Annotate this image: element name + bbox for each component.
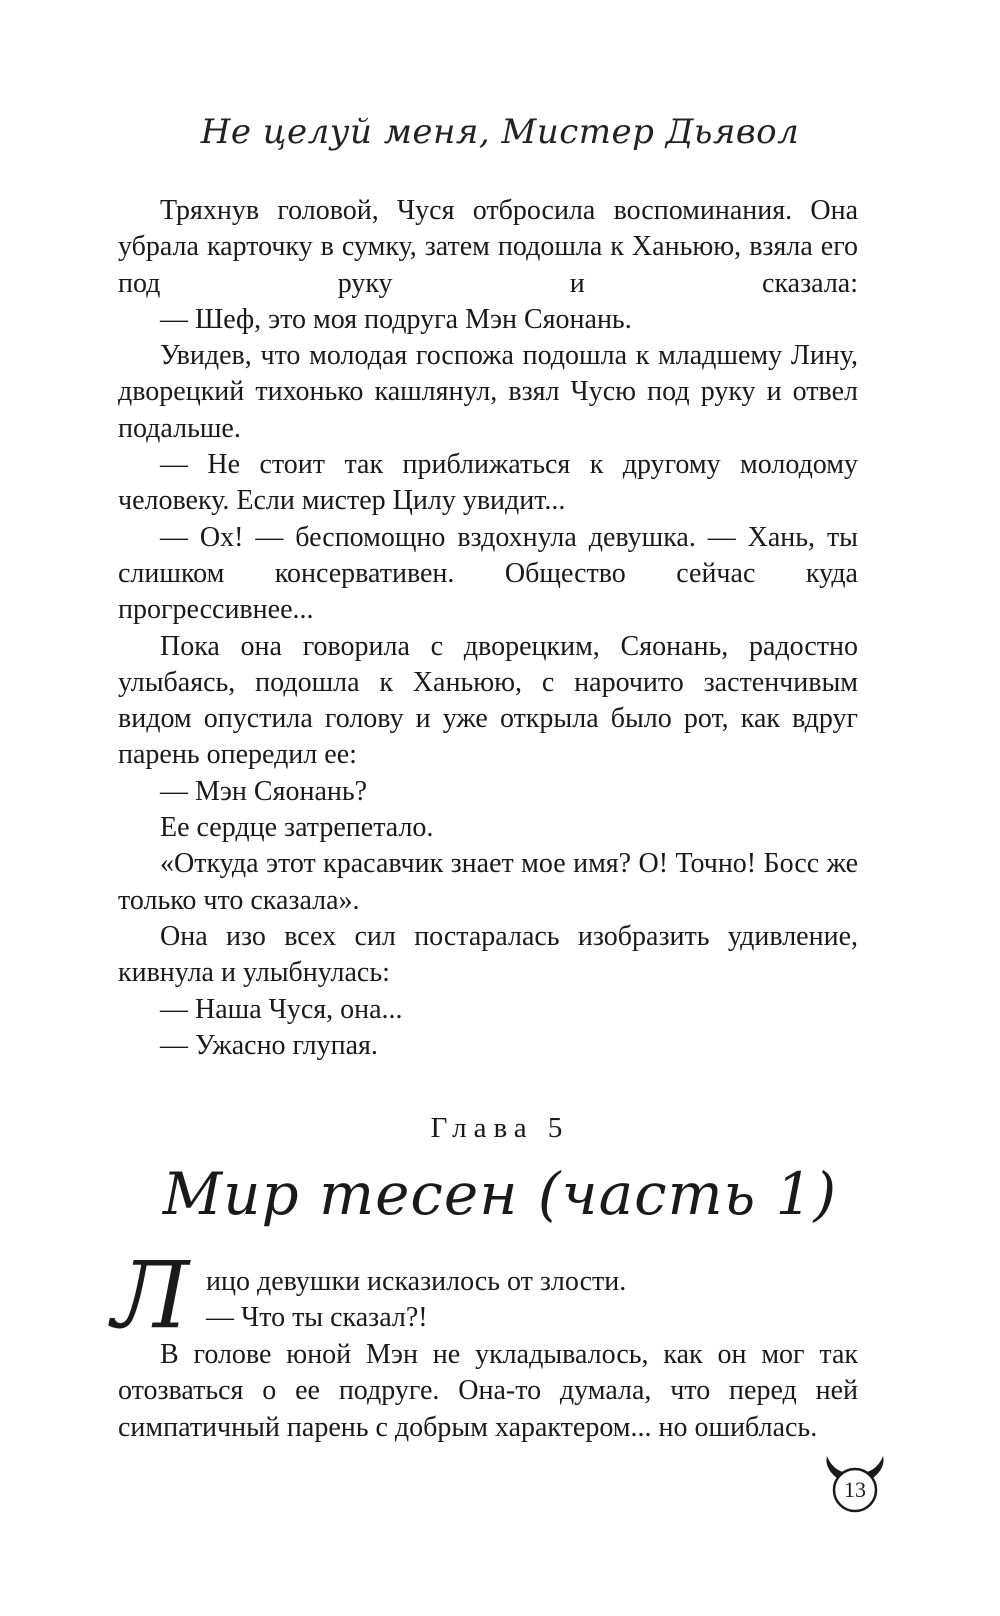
- paragraph: Увидев, что молодая госпожа подошла к младшему Лину, дворецкий тихонько кашлянул, взял Чусю под руку и отвел подальше.: [118, 340, 858, 444]
- paragraph: — Ужасно глупая.: [160, 1029, 378, 1061]
- paragraph: «Откуда этот красавчик знает мое имя? О! Точно! Босс же только что сказала».: [118, 848, 858, 916]
- page-number: 13: [844, 1477, 866, 1502]
- body-text-bottom: [118, 1337, 858, 1446]
- chapter-second-line: — Что ты сказал?!: [206, 1302, 428, 1333]
- chapter-label: Глава 5: [430, 1112, 570, 1144]
- chapter-first-line: ицо девушки исказилось от злости.: [206, 1266, 627, 1297]
- chapter-title: Мир тесен (часть 1): [162, 1160, 838, 1228]
- drop-cap: Л: [112, 1242, 189, 1349]
- paragraph: — Не стоит так приближаться к другому молодому человеку. Если мистер Цилу увидит...: [118, 449, 858, 517]
- paragraph: Ее сердце затрепетало.: [160, 812, 434, 844]
- paragraph: Пока она говорила с дворецким, Сяонань, радостно улыбаясь, подошла к Ханьюю, с нарочито застенчивым видом опустила голову и уже открыла было рот, как вдруг парень опередил ее:: [118, 630, 858, 771]
- paragraph: В голове юной Мэн не укладывалось, как он мог так отозваться о ее подруге. Она-то думала, что перед ней симпатичный парень с добрым характером... но ошиблась.: [118, 1339, 858, 1443]
- paragraph: — Шеф, это моя подруга Мэн Сяонань.: [160, 303, 632, 335]
- paragraph: — Ох! — беспомощно вздохнула девушка. — Хань, ты слишком консервативен. Общество сейчас куда прогрессивнее...: [118, 521, 858, 626]
- body-text-top: [118, 193, 858, 1064]
- paragraph: Тряхнув головой, Чуся отбросила воспоминания. Она убрала карточку в сумку, затем подошла к Ханьюю, взяла его под руку и сказала:: [118, 195, 858, 299]
- paragraph: — Наша Чуся, она...: [160, 993, 403, 1025]
- running-head: Не целуй меня, Мистер Дьявол: [200, 112, 800, 152]
- paragraph: Она изо всех сил постаралась изобразить удивление, кивнула и улыбнулась:: [118, 920, 858, 989]
- page-number-badge: [815, 1450, 895, 1520]
- paragraph: — Мэн Сяонань?: [160, 775, 368, 807]
